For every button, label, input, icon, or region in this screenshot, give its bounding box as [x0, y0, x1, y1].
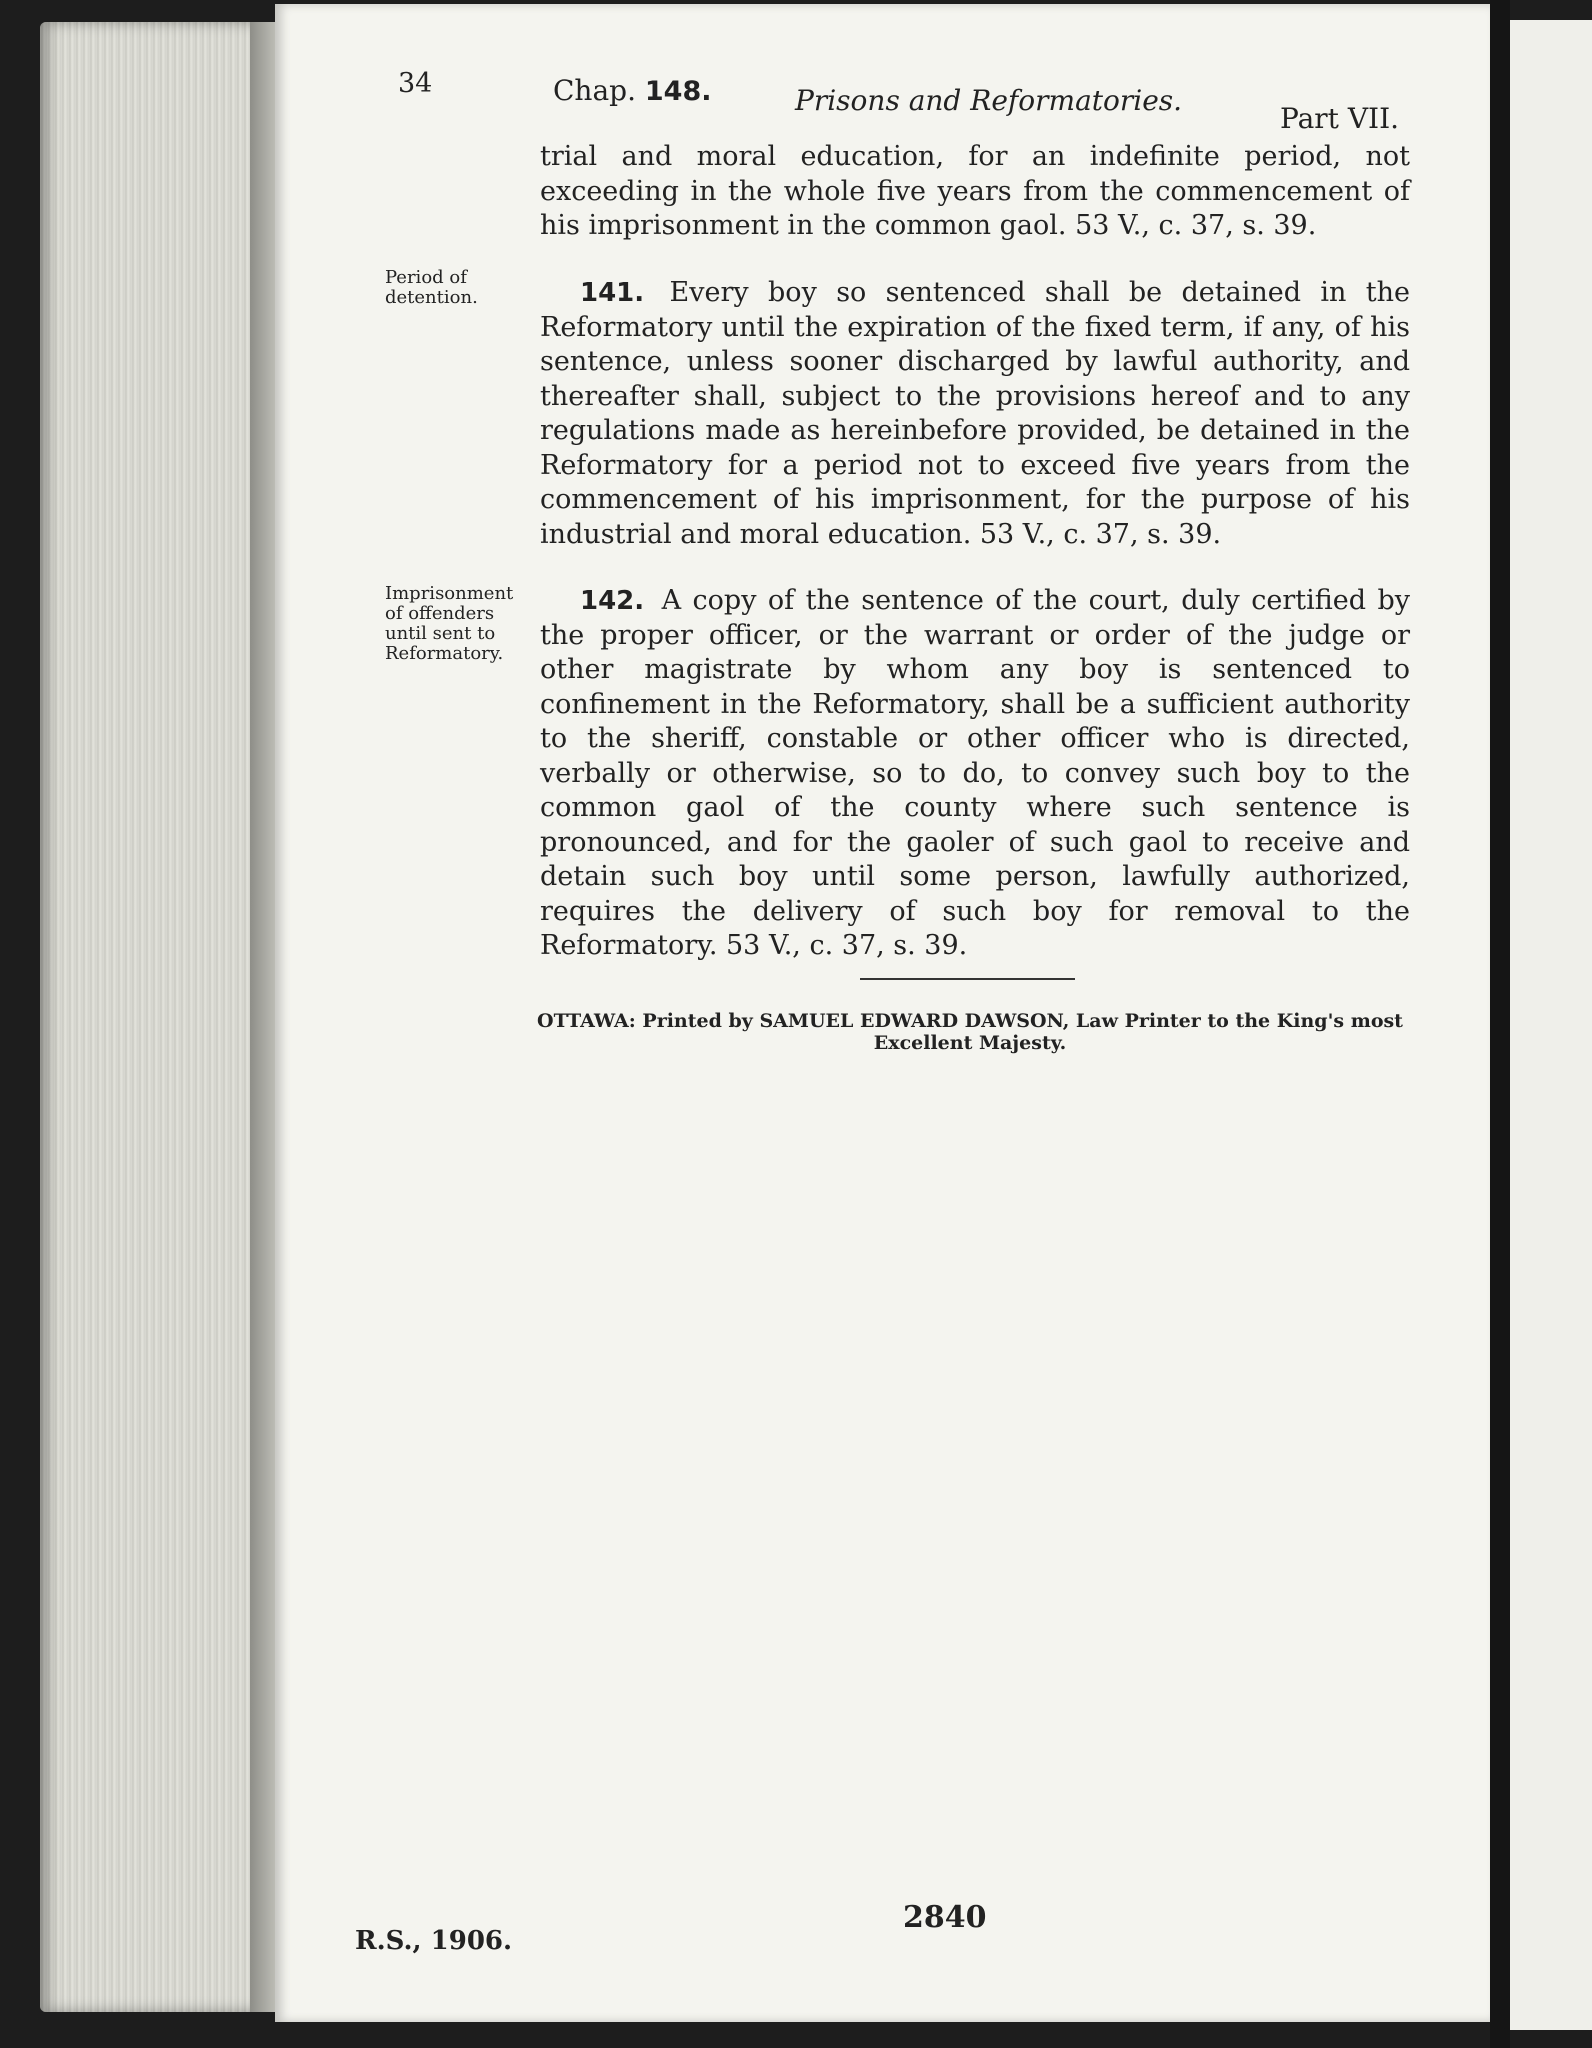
part-label: Part VII.: [1280, 102, 1400, 135]
margin-note-142: Imprisonment of offenders until sent to Reformatory.: [385, 583, 514, 664]
section-number: 141.: [580, 278, 645, 308]
facing-page-edge: [1510, 20, 1592, 2030]
footer-folio-number: 2840: [903, 1900, 987, 1935]
book-page-edges: [40, 22, 280, 2012]
margin-note-141: Period of detention.: [385, 267, 478, 308]
page-number: 34: [398, 68, 433, 99]
footer-revised-statutes: R.S., 1906.: [355, 1926, 513, 1956]
section-text: A copy of the sentence of the court, duly certified by the proper officer, or the warrant or order of the judge or other magistrate by whom any boy is sentenced to confinement in the Reformatory, shall be a sufficient authority to the sheriff, constable or other officer who is directed, verbally or otherwise, so to do, to convey such boy to the common gaol of the county where such sentence is pronounced, and for the gaoler of such gaol to receive and detain such boy until some person, lawfully authorized, requires the delivery of such boy for removal to the Reformatory. 53 V., c. 37, s. 39.: [540, 585, 1410, 961]
section-number: 142.: [580, 586, 645, 616]
page-title: Prisons and Reformatories.: [795, 84, 1183, 117]
binding-gap: [1490, 0, 1510, 2048]
section-142: [540, 584, 1410, 964]
section-text: Every boy so sentenced shall be detained in the Reformatory until the expiration of the fixed term, if any, of his sentence, unless sooner discharged by lawful authority, and thereafter shall, subject to the provisions hereof and to any regulations made as hereinbefore provided, be detained in the Reformatory for a period not to exceed five years from the commencement of his imprisonment, for the purpose of his industrial and moral education. 53 V., c. 37, s. 39.: [540, 277, 1410, 550]
printer-imprint: OTTAWA: Printed by SAMUEL EDWARD DAWSON, Law Printer to the King's most Excellent Majesty.: [537, 1010, 1403, 1054]
chapter-word: Chap.: [553, 74, 636, 107]
chapter-number: 148.: [644, 76, 712, 107]
section-141: [540, 276, 1410, 552]
divider-rule: [860, 978, 1075, 980]
running-header: [0, 68, 1592, 135]
chapter-label: [553, 74, 712, 107]
intro-paragraph: trial and moral education, for an indefinite period, not exceeding in the whole five years from the commencement of his imprisonment in the common gaol. 53 V., c. 37, s. 39.: [540, 141, 1410, 241]
